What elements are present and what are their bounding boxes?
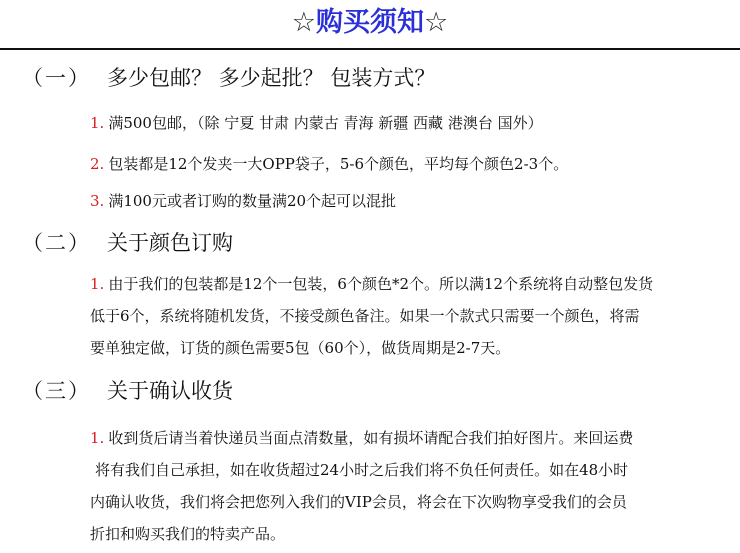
paragraph-line xyxy=(90,305,640,327)
paragraph-line xyxy=(90,523,285,545)
item-index: 1. xyxy=(90,429,105,447)
item-text: 收到货后请当着快递员当面点清数量，如有损坏请配合我们拍好图片。来回运费 xyxy=(108,429,634,447)
section-number: （二） xyxy=(22,231,91,255)
paragraph-line xyxy=(90,273,653,295)
list-item xyxy=(90,153,568,175)
item-text: 要单独定做，订货的颜色需要5包（60个），做货周期是2-7天。 xyxy=(90,339,511,357)
section-heading-color-order xyxy=(22,229,233,257)
section-heading-text: 关于颜色订购 xyxy=(107,231,233,255)
item-text: 内确认收货，我们将会把您列入我们的VIP会员，将会在下次购物享受我们的会员 xyxy=(90,493,627,511)
section-heading-text: 关于确认收货 xyxy=(107,379,233,403)
star-right-icon: ☆ xyxy=(424,7,449,38)
section-heading-text: 多少包邮？ 多少起批？ 包装方式？ xyxy=(107,66,436,90)
item-index: 1. xyxy=(90,275,105,293)
item-text: 折扣和购买我们的特卖产品。 xyxy=(90,525,286,543)
item-text: 将有我们自己承担，如在收货超过24小时之后我们将不负任何责任。如在48小时 xyxy=(95,461,629,479)
item-text: 包装都是12个发夹一大OPP袋子，5-6个颜色，平均每个颜色2-3个。 xyxy=(108,155,569,173)
list-item xyxy=(90,190,396,212)
item-text: 由于我们的包装都是12个一包装，6个颜色*2个。所以满12个系统将自动整包发货 xyxy=(108,275,654,293)
item-text: 低于6个，系统将随机发货，不接受颜色备注。如果一个款式只需要一个颜色，将需 xyxy=(90,307,640,325)
item-text: 满100元或者订购的数量满20个起可以混批 xyxy=(108,192,397,210)
section-number: （三） xyxy=(22,379,91,403)
page-title xyxy=(0,6,740,40)
paragraph-line xyxy=(90,491,627,513)
list-item xyxy=(90,112,543,134)
item-text: 满500包邮，（除 宁夏 甘肃 内蒙古 青海 新疆 西藏 港澳台 国外） xyxy=(108,114,543,132)
section-heading-confirm-receipt xyxy=(22,377,233,405)
page-title-text: 购买须知 xyxy=(316,7,424,38)
star-left-icon: ☆ xyxy=(291,7,316,38)
title-divider xyxy=(0,48,740,50)
section-heading-shipping xyxy=(22,64,435,92)
paragraph-line xyxy=(90,337,510,359)
item-index: 3. xyxy=(90,192,105,210)
section-number: （一） xyxy=(22,66,91,90)
item-index: 1. xyxy=(90,114,105,132)
item-index: 2. xyxy=(90,155,105,173)
paragraph-line xyxy=(95,459,628,481)
paragraph-line xyxy=(90,427,633,449)
